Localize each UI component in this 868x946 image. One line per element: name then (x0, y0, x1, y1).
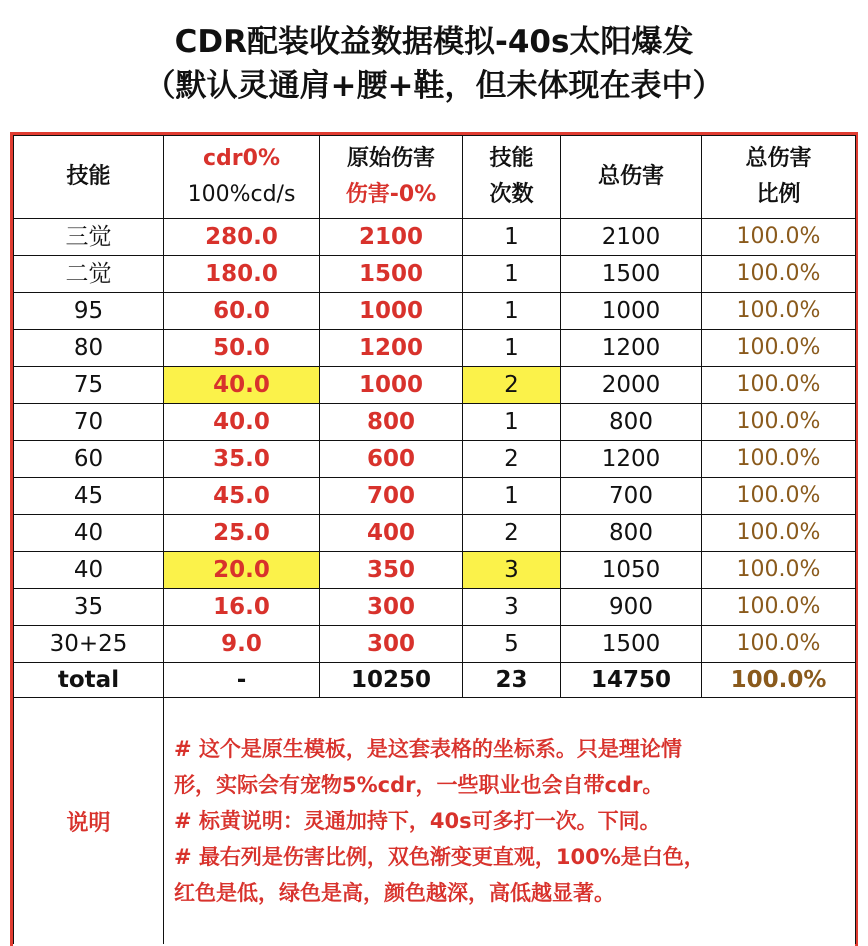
cell-count[interactable]: 1 (463, 219, 561, 256)
header-skill[interactable]: 技能 (14, 136, 164, 219)
cell-cd[interactable]: 35.0 (164, 441, 320, 478)
cell-damage[interactable]: 600 (320, 441, 463, 478)
sheet-title (0, 0, 868, 132)
cell-count[interactable]: 5 (463, 626, 561, 663)
total-ratio[interactable]: 100.0% (702, 663, 856, 698)
cell-ratio[interactable]: 100.0% (702, 256, 856, 293)
cell-skill[interactable]: 40 (14, 515, 164, 552)
cell-total[interactable]: 800 (561, 404, 702, 441)
table-row (14, 478, 856, 515)
cell-total[interactable]: 1200 (561, 330, 702, 367)
table-row (14, 367, 856, 404)
table-row (14, 330, 856, 367)
total-label[interactable]: total (14, 663, 164, 698)
total-row (14, 663, 856, 698)
table-row (14, 293, 856, 330)
cell-damage[interactable]: 700 (320, 478, 463, 515)
cell-skill[interactable]: 二觉 (14, 256, 164, 293)
cell-cd[interactable]: 45.0 (164, 478, 320, 515)
cell-ratio[interactable]: 100.0% (702, 293, 856, 330)
cell-ratio[interactable]: 100.0% (702, 515, 856, 552)
cell-damage[interactable]: 300 (320, 589, 463, 626)
cell-cd[interactable]: 60.0 (164, 293, 320, 330)
cell-damage[interactable]: 1000 (320, 293, 463, 330)
cell-skill[interactable]: 三觉 (14, 219, 164, 256)
cell-count[interactable]: 1 (463, 256, 561, 293)
cell-damage[interactable]: 400 (320, 515, 463, 552)
cell-cd-highlighted[interactable]: 20.0 (164, 552, 320, 589)
cell-damage[interactable]: 800 (320, 404, 463, 441)
cell-total[interactable]: 800 (561, 515, 702, 552)
cell-ratio[interactable]: 100.0% (702, 404, 856, 441)
table-header-row (14, 136, 856, 219)
cell-total[interactable]: 1500 (561, 626, 702, 663)
header-damage[interactable] (320, 136, 463, 219)
cell-count[interactable]: 3 (463, 589, 561, 626)
cell-damage[interactable]: 1500 (320, 256, 463, 293)
header-cd-line2: 100%cd/s (187, 182, 296, 207)
header-ratio[interactable] (702, 136, 856, 219)
header-ratio-line1: 总伤害 (745, 146, 812, 171)
total-cd[interactable]: - (164, 663, 320, 698)
cell-skill[interactable]: 80 (14, 330, 164, 367)
cell-count[interactable]: 1 (463, 478, 561, 515)
cell-cd-highlighted[interactable]: 40.0 (164, 367, 320, 404)
cell-total[interactable]: 900 (561, 589, 702, 626)
cell-ratio[interactable]: 100.0% (702, 367, 856, 404)
cell-cd[interactable]: 180.0 (164, 256, 320, 293)
cell-total[interactable]: 1200 (561, 441, 702, 478)
cell-count[interactable]: 1 (463, 330, 561, 367)
table-row (14, 219, 856, 256)
cell-damage[interactable]: 2100 (320, 219, 463, 256)
total-count[interactable]: 23 (463, 663, 561, 698)
total-damage[interactable]: 10250 (320, 663, 463, 698)
cell-cd[interactable]: 9.0 (164, 626, 320, 663)
cell-total[interactable]: 1500 (561, 256, 702, 293)
cell-ratio[interactable]: 100.0% (702, 552, 856, 589)
header-count-line1: 技能 (489, 146, 534, 171)
title-line-1: CDR配装收益数据模拟-40s太阳爆发 (174, 24, 694, 60)
cell-cd[interactable]: 25.0 (164, 515, 320, 552)
cdr-data-table (13, 135, 856, 944)
cell-damage[interactable]: 1000 (320, 367, 463, 404)
cell-skill[interactable]: 95 (14, 293, 164, 330)
table-row (14, 404, 856, 441)
cell-total[interactable]: 1000 (561, 293, 702, 330)
cell-count[interactable]: 1 (463, 404, 561, 441)
notes-text[interactable] (164, 698, 856, 945)
cell-count-highlighted[interactable]: 2 (463, 367, 561, 404)
header-count-line2: 次数 (489, 182, 534, 207)
note-line: 红色是低，绿色是高，颜色越深，高低越显著。 (174, 881, 615, 905)
cell-cd[interactable]: 280.0 (164, 219, 320, 256)
table-row (14, 626, 856, 663)
cell-skill[interactable]: 45 (14, 478, 164, 515)
notes-label[interactable]: 说明 (14, 698, 164, 945)
note-line: # 最右列是伤害比例，双色渐变更直观，100%是白色， (174, 845, 705, 869)
cell-ratio[interactable]: 100.0% (702, 441, 856, 478)
table-row (14, 256, 856, 293)
cell-skill[interactable]: 40 (14, 552, 164, 589)
note-line: # 这个是原生模板，是这套表格的坐标系。只是理论情 (174, 737, 682, 761)
table-row (14, 589, 856, 626)
cell-damage[interactable]: 300 (320, 626, 463, 663)
cell-ratio[interactable]: 100.0% (702, 330, 856, 367)
cell-count[interactable]: 2 (463, 441, 561, 478)
header-cd-line1: cdr0% (203, 146, 280, 171)
header-damage-line1: 原始伤害 (346, 146, 435, 171)
cell-cd[interactable]: 16.0 (164, 589, 320, 626)
cell-damage[interactable]: 1200 (320, 330, 463, 367)
cell-count[interactable]: 2 (463, 515, 561, 552)
cell-skill[interactable]: 60 (14, 441, 164, 478)
cell-cd[interactable]: 50.0 (164, 330, 320, 367)
cell-total[interactable]: 1050 (561, 552, 702, 589)
cell-skill[interactable]: 70 (14, 404, 164, 441)
cell-total[interactable]: 2100 (561, 219, 702, 256)
cell-ratio[interactable]: 100.0% (702, 478, 856, 515)
cell-total[interactable]: 700 (561, 478, 702, 515)
header-ratio-line2: 比例 (756, 182, 801, 207)
table-row (14, 552, 856, 589)
cell-damage[interactable]: 350 (320, 552, 463, 589)
cell-skill[interactable]: 75 (14, 367, 164, 404)
header-damage-line2: 伤害-0% (345, 182, 437, 207)
note-line: # 标黄说明：灵通加持下，40s可多打一次。下同。 (174, 809, 661, 833)
cell-total[interactable]: 2000 (561, 367, 702, 404)
note-line: 形，实际会有宠物5%cdr，一些职业也会自带cdr。 (174, 773, 664, 797)
header-count[interactable] (463, 136, 561, 219)
table-row (14, 515, 856, 552)
cell-count-highlighted[interactable]: 3 (463, 552, 561, 589)
title-line-2: （默认灵通肩+腰+鞋，但未体现在表中） (144, 68, 724, 104)
cell-skill[interactable]: 35 (14, 589, 164, 626)
cell-ratio[interactable]: 100.0% (702, 589, 856, 626)
notes-row (14, 698, 856, 945)
cell-ratio[interactable]: 100.0% (702, 626, 856, 663)
header-total[interactable]: 总伤害 (561, 136, 702, 219)
header-cd[interactable] (164, 136, 320, 219)
cell-count[interactable]: 1 (463, 293, 561, 330)
table-row (14, 441, 856, 478)
total-total[interactable]: 14750 (561, 663, 702, 698)
cell-ratio[interactable]: 100.0% (702, 219, 856, 256)
cell-skill[interactable]: 30+25 (14, 626, 164, 663)
cell-cd[interactable]: 40.0 (164, 404, 320, 441)
